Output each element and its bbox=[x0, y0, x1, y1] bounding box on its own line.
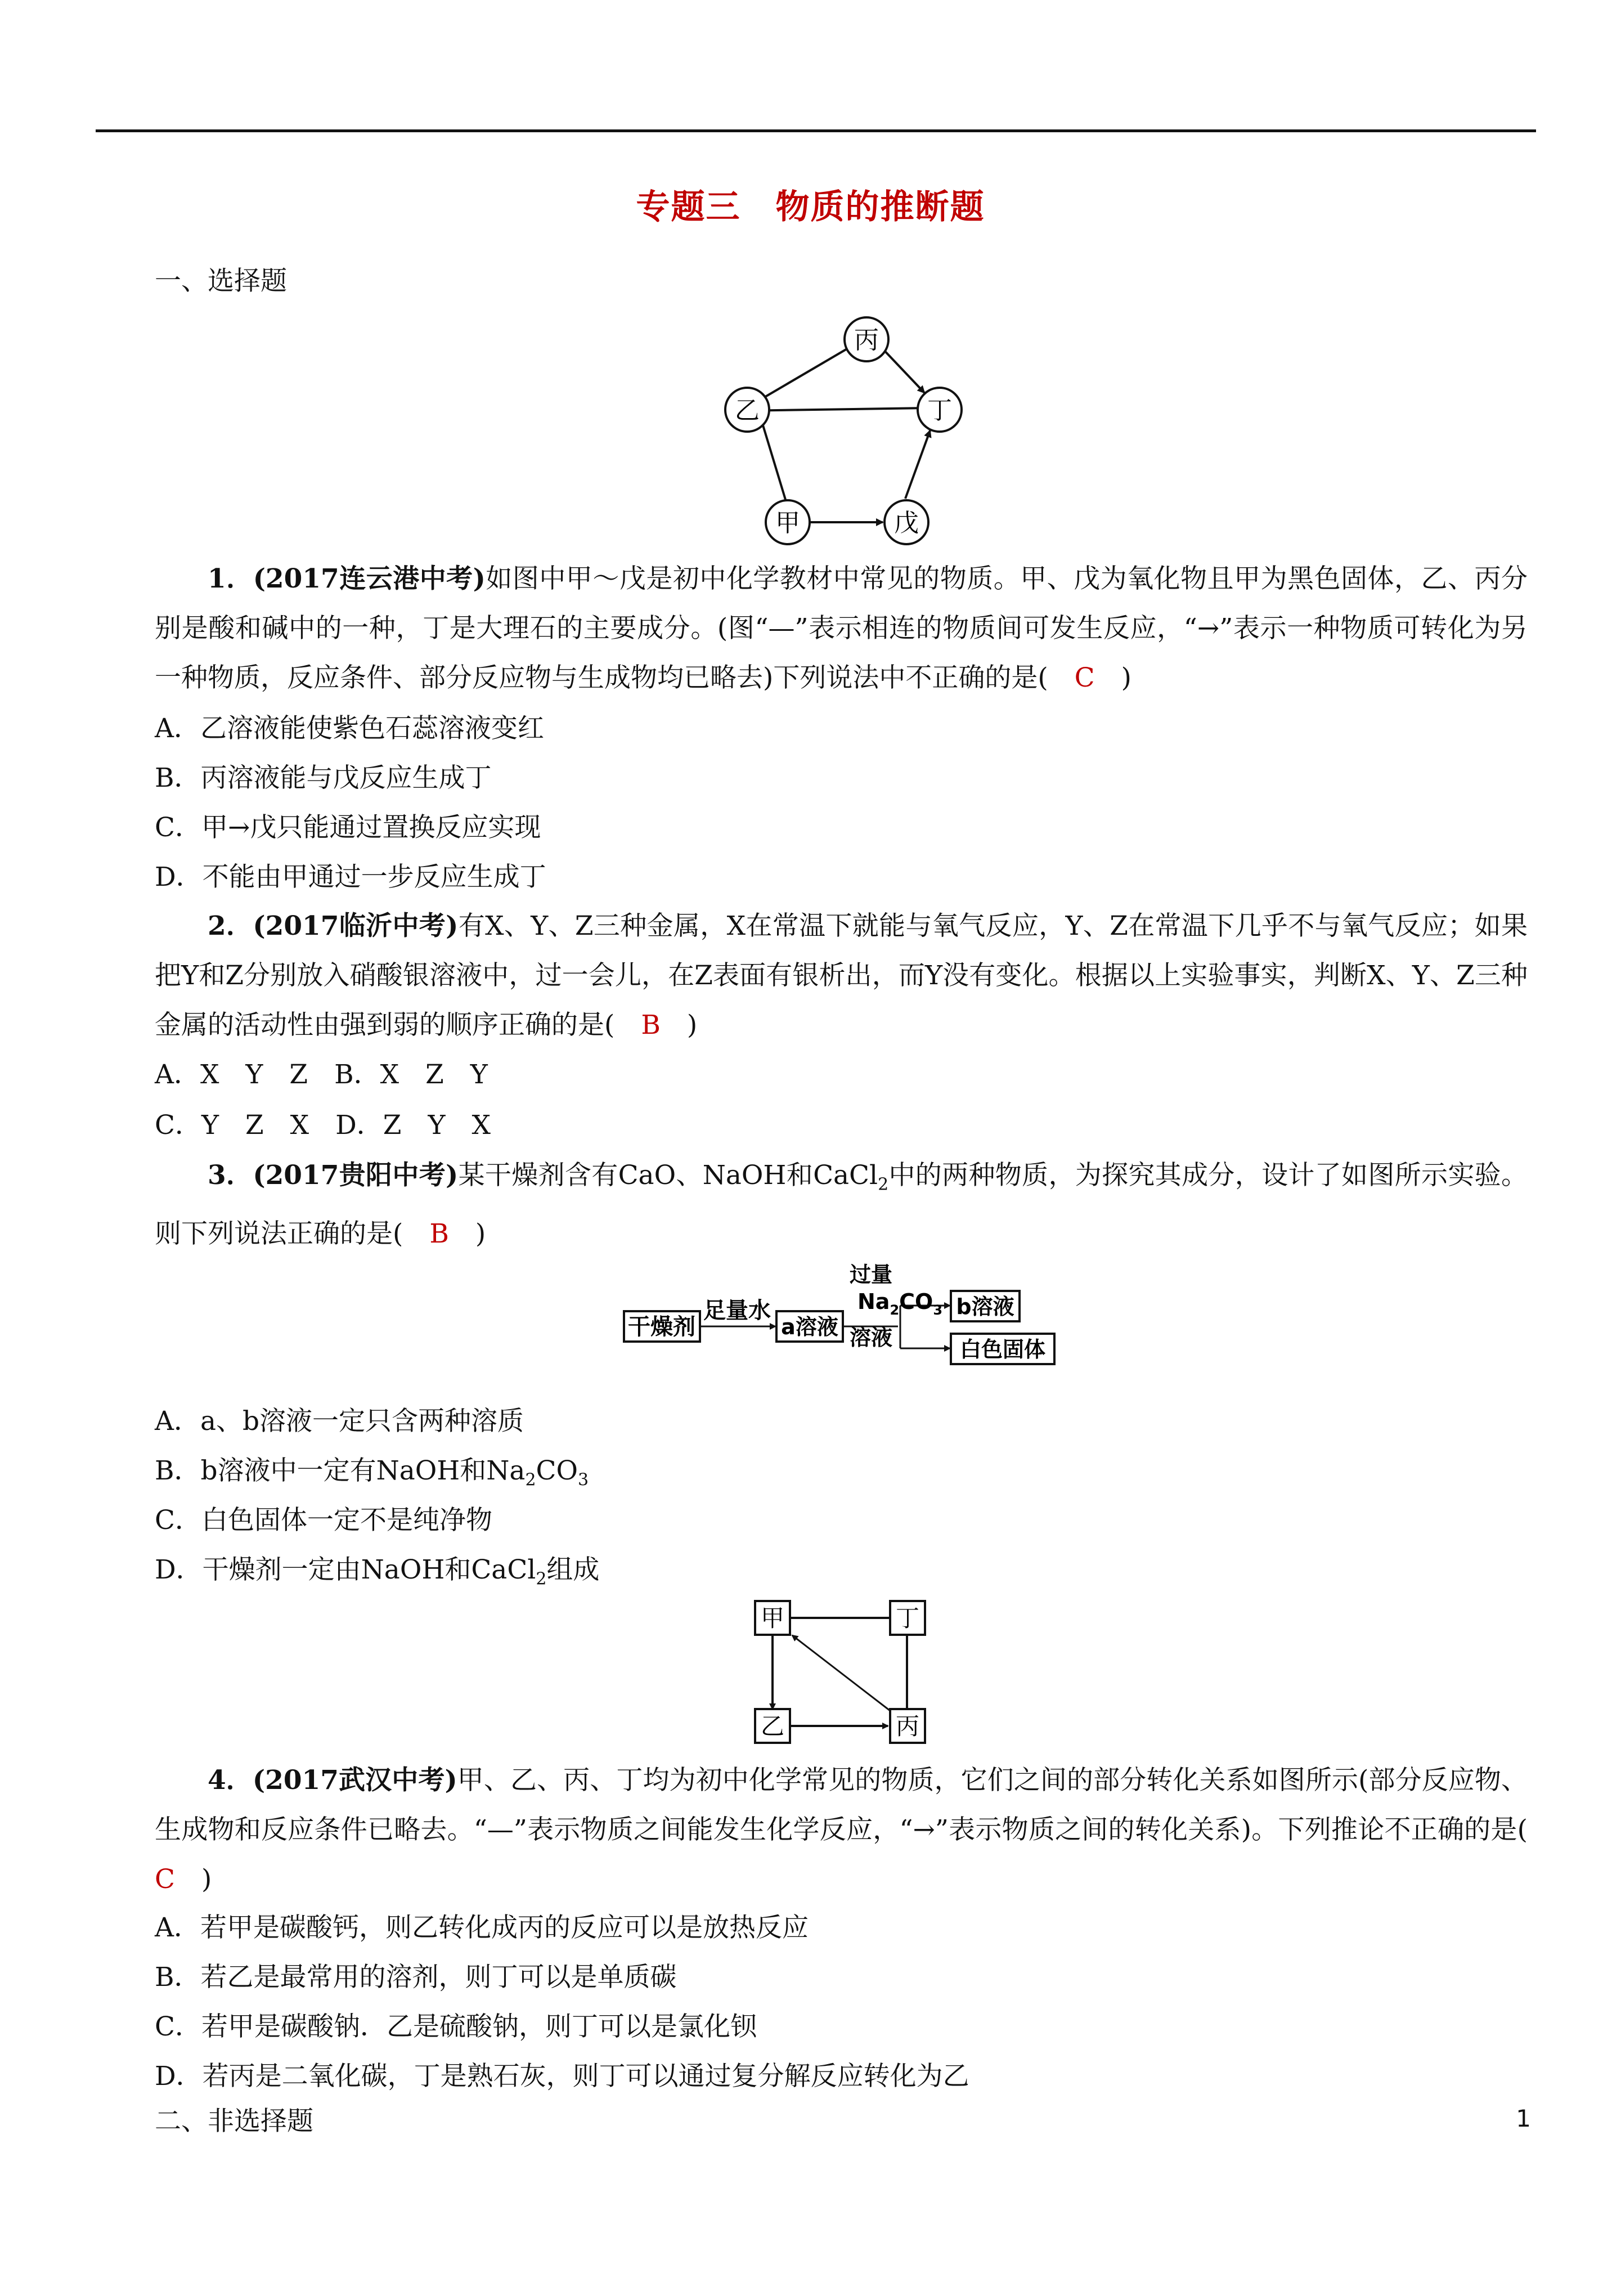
formula-sub2: 2 bbox=[890, 1302, 900, 1318]
q3-option-b bbox=[155, 1454, 589, 1497]
question-number: 2． bbox=[208, 911, 253, 941]
question-4 bbox=[155, 1756, 1554, 1904]
formula-co: CO bbox=[899, 1289, 933, 1314]
question-number: 3． bbox=[208, 1160, 253, 1191]
question-1 bbox=[155, 554, 1528, 703]
answer-close: ) bbox=[174, 1864, 212, 1895]
question-text: 如图中甲～戊是初中化学教材中常见的物质。甲、戊为氧化物且甲为黑色固体，乙、丙分别是酸和碱中的一种，丁是大理石的主要成分。(图“—”表示相连的物质间可发生反应，“→”表示一种物质可转化为另一种物质，反应条件、部分反应物与生成物均已略去)下列说法中不正确的是( bbox=[155, 563, 1528, 693]
q1-option-a: A．乙溶液能使紫色石蕊溶液变红 bbox=[155, 713, 544, 744]
option-text: CO bbox=[536, 1455, 578, 1486]
answer-close: ) bbox=[1094, 662, 1131, 693]
answer: C bbox=[1074, 662, 1095, 693]
q1-option-b: B．丙溶液能与戊反应生成丁 bbox=[155, 763, 492, 793]
subscript: 2 bbox=[536, 1569, 547, 1589]
option-text: B．b溶液中一定有NaOH和Na bbox=[155, 1455, 526, 1486]
section-heading-nonchoice: 二、非选择题 bbox=[155, 2106, 313, 2137]
q2-options-row-1: A．X Y Z B．X Z Y bbox=[155, 1059, 488, 1090]
answer-close: ) bbox=[448, 1218, 486, 1250]
question-text: 甲、乙、丙、丁均为初中化学常见的物质，它们之间的部分转化关系如图所示(部分反应物、生成物和反应条件已略去。“—”表示物质之间能发生化学反应，“→”表示物质之间的转化关系)。下列推论不正确的是( bbox=[155, 1765, 1554, 1845]
formula-na: Na bbox=[857, 1289, 890, 1314]
page-number: 1 bbox=[1516, 2105, 1531, 2132]
q3-option-d bbox=[155, 1553, 599, 1596]
box-desiccant-label: 干燥剂 bbox=[628, 1314, 695, 1340]
subscript: 3 bbox=[578, 1470, 589, 1490]
q4-option-b: B．若乙是最常用的溶剂，则丁可以是单质碳 bbox=[155, 1962, 677, 1993]
label-yi: 乙 bbox=[735, 396, 760, 425]
step-reagent-top: 过量 bbox=[849, 1262, 893, 1287]
question-3 bbox=[155, 1151, 1528, 1259]
q4-option-a: A．若甲是碳酸钙，则乙转化成丙的反应可以是放热反应 bbox=[155, 1912, 809, 1943]
section-heading-choice: 一、选择题 bbox=[155, 266, 287, 297]
q2-options-row-2: C．Y Z X D．Z Y X bbox=[155, 1110, 491, 1141]
question-text-b: 中的两种物质，为探究其成分，设计了如图所示实验。则下列说法正确的是( bbox=[155, 1160, 1528, 1250]
option-text: 组成 bbox=[546, 1554, 600, 1585]
q1-option-d: D．不能由甲通过一步反应生成丁 bbox=[155, 862, 546, 893]
q4-option-c: C．若甲是碳酸钠．乙是硫酸钠，则丁可以是氯化钡 bbox=[155, 2011, 757, 2042]
formula-sub3: 3 bbox=[933, 1302, 943, 1318]
q3-option-a: A．a、b溶液一定只含两种溶质 bbox=[155, 1406, 524, 1437]
label-bing: 丙 bbox=[854, 326, 879, 355]
box-solution-a-label: a溶液 bbox=[781, 1315, 838, 1339]
diagram-q4 bbox=[743, 1595, 945, 1747]
option-text: D．干燥剂一定由NaOH和CaCl bbox=[155, 1554, 536, 1585]
diagram-q1 bbox=[692, 304, 973, 551]
subscript: 2 bbox=[525, 1470, 536, 1490]
answer: B bbox=[429, 1218, 449, 1250]
q4-option-d: D．若丙是二氧化碳，丁是熟石灰，则丁可以通过复分解反应转化为乙 bbox=[155, 2061, 969, 2092]
answer-close: ) bbox=[660, 1010, 698, 1041]
question-number: 4． bbox=[208, 1765, 253, 1796]
question-text: 有X、Y、Z三种金属，X在常温下就能与氧气反应，Y、Z在常温下几乎不与氧气反应；如果把Y和Z分别放入硝酸银溶液中，过一会儿，在Z表面有银析出，而Y没有变化。根据以上实验事实，判断X、Y、Z三种金属的活动性由强到弱的顺序正确的是( bbox=[155, 911, 1528, 1041]
answer: B bbox=[641, 1010, 661, 1041]
question-number: 1． bbox=[208, 563, 253, 594]
answer: C bbox=[155, 1864, 175, 1895]
question-source: (2017连云港中考) bbox=[253, 563, 486, 594]
diagram-q3 bbox=[619, 1255, 1069, 1384]
label-jia: 甲 bbox=[760, 1604, 785, 1632]
label-bing: 丙 bbox=[895, 1712, 920, 1740]
q3-option-c: C．白色固体一定不是纯净物 bbox=[155, 1505, 492, 1536]
question-text-a: 某干燥剂含有CaO、NaOH和CaCl bbox=[458, 1160, 878, 1191]
label-ding: 丁 bbox=[895, 1604, 920, 1632]
step-water-label: 足量水 bbox=[703, 1298, 771, 1324]
question-source: (2017贵阳中考) bbox=[253, 1160, 459, 1191]
question-2 bbox=[155, 902, 1528, 1050]
page-title: 专题三 物质的推断题 bbox=[636, 187, 985, 227]
label-ding: 丁 bbox=[927, 396, 952, 425]
label-jia: 甲 bbox=[775, 509, 800, 537]
label-wu: 戊 bbox=[894, 509, 919, 537]
step-reagent-bottom: 溶液 bbox=[849, 1325, 893, 1350]
header-rule bbox=[96, 129, 1536, 132]
box-solution-b-label: b溶液 bbox=[956, 1294, 1014, 1319]
question-source: (2017临沂中考) bbox=[253, 911, 459, 941]
box-white-solid-label: 白色固体 bbox=[959, 1337, 1046, 1362]
label-yi: 乙 bbox=[760, 1712, 785, 1740]
subscript: 2 bbox=[878, 1174, 889, 1195]
step-reagent-formula bbox=[857, 1289, 942, 1318]
question-source: (2017武汉中考) bbox=[252, 1765, 457, 1796]
q1-option-c: C．甲→戊只能通过置换反应实现 bbox=[155, 812, 541, 843]
